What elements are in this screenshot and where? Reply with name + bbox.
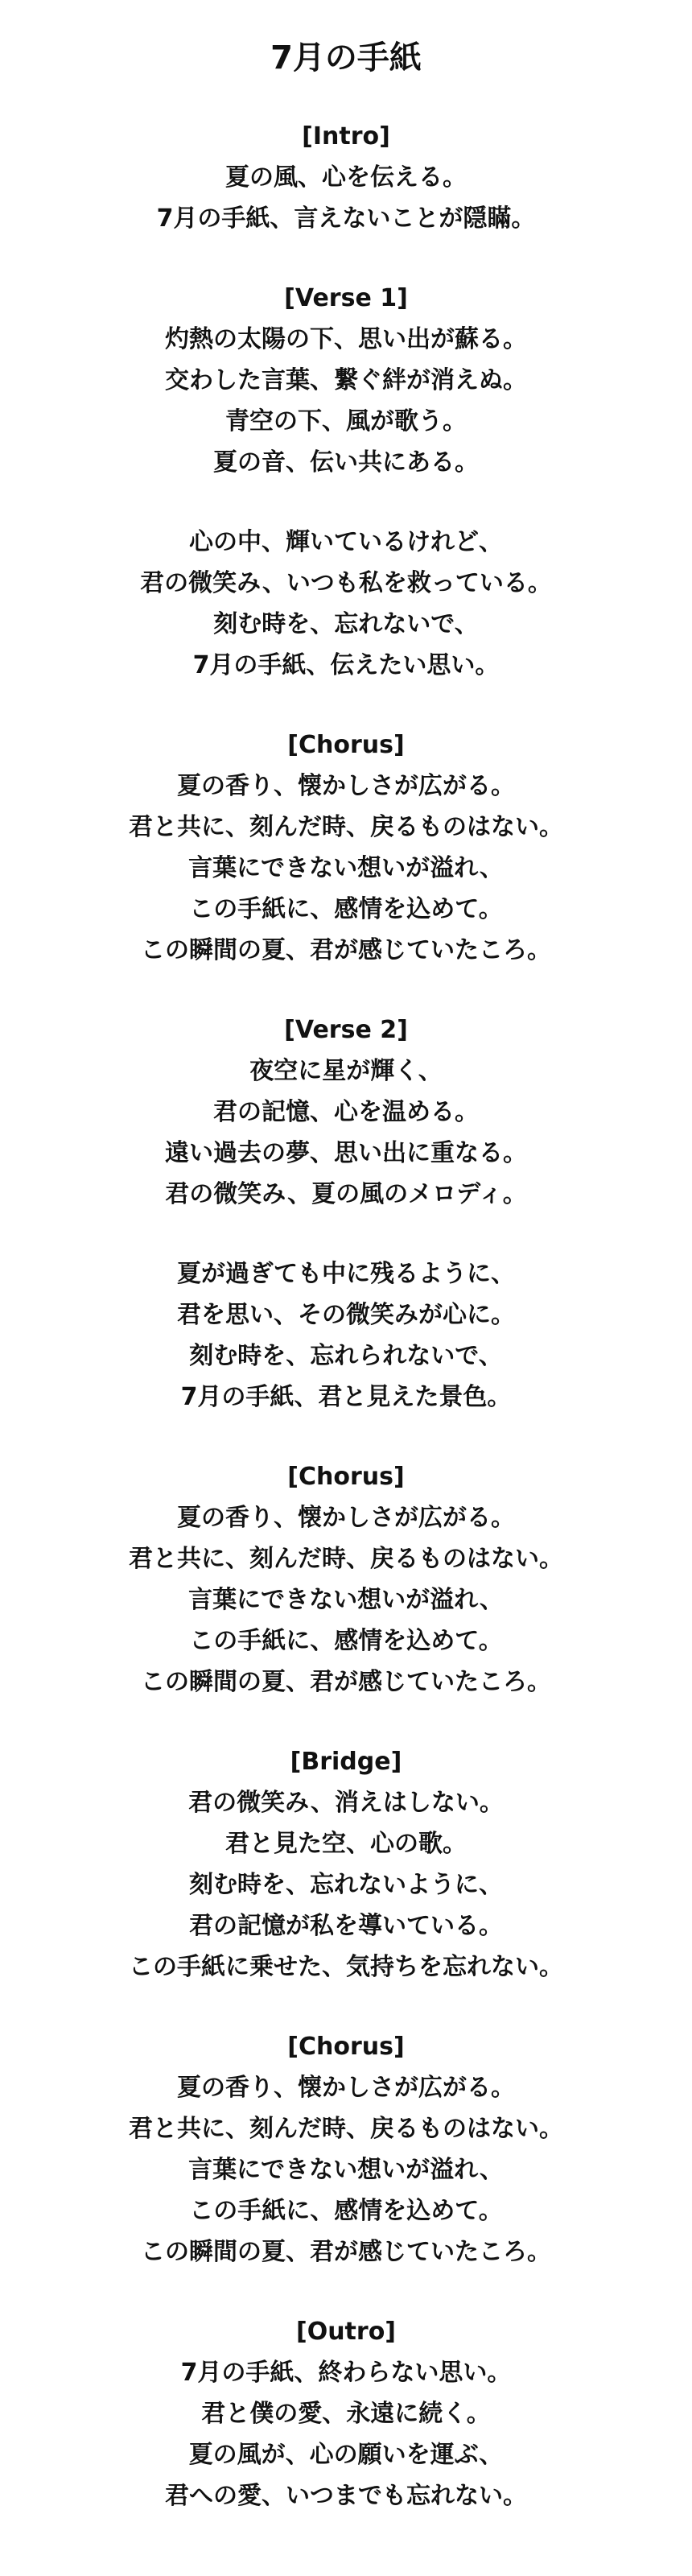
lyric-line: 君の記憶が私を導いている。 (189, 1912, 503, 1940)
lyric-line: 夏が過ぎても中に残るように、 (177, 1260, 515, 1288)
lyric-line: 君を思い、その微笑みが心に。 (177, 1301, 515, 1329)
lyric-line: この瞬間の夏、君が感じていたころ。 (141, 936, 551, 964)
lyric-line: 言葉にできない想いが溢れ、 (188, 2156, 504, 2184)
lyric-line: 夏の香り、懐かしさが広がる。 (177, 772, 515, 800)
lyric-line: 夏の音、伝い共にある。 (213, 448, 479, 477)
lyric-line: 刻む時を、忘れないで、 (213, 610, 479, 638)
lyric-line: 夏の風、心を伝える。 (225, 163, 467, 192)
section-label: [Intro] (302, 122, 390, 151)
section-label: [Verse 2] (284, 1016, 408, 1044)
lyrics-section (0, 1741, 692, 1988)
song-title: 7月の手紙 (270, 39, 422, 76)
lyrics-section (0, 278, 692, 483)
lyric-line: 言葉にできない想いが溢れ、 (188, 1586, 504, 1614)
lyric-line: 心の中、輝いているけれど、 (189, 528, 503, 556)
lyric-line: この瞬間の夏、君が感じていたころ。 (141, 2238, 551, 2266)
lyric-line: 7月の手紙、君と見えた景色。 (180, 1383, 512, 1411)
lyrics-body (0, 116, 692, 2516)
lyric-line: 君への愛、いつまでも忘れない。 (165, 2482, 527, 2510)
lyric-line: この手紙に、感情を込めて。 (189, 895, 503, 923)
lyric-line: 刻む時を、忘れられないで、 (189, 1342, 503, 1370)
lyric-line: 遠い過去の夢、思い出に重なる。 (165, 1139, 527, 1167)
lyric-line: 君の記憶、心を温める。 (213, 1098, 479, 1126)
section-label: [Bridge] (290, 1748, 402, 1776)
lyric-line: 君と共に、刻んだ時、戻るものはない。 (129, 1545, 563, 1573)
section-label: [Outro] (295, 2318, 397, 2346)
lyric-line: 言葉にできない想いが溢れ、 (188, 854, 504, 882)
section-label: [Chorus] (287, 731, 405, 759)
lyric-line: 夜空に星が輝く、 (249, 1057, 443, 1085)
lyric-line: 君と共に、刻んだ時、戻るものはない。 (129, 2115, 563, 2143)
lyric-line: 7月の手紙、言えないことが隠瞞。 (156, 204, 536, 233)
lyrics-section (0, 116, 692, 239)
lyric-line: この手紙に、感情を込めて。 (189, 1627, 503, 1655)
lyric-line: 君の微笑み、いつも私を救っている。 (140, 569, 552, 597)
section-label: [Chorus] (287, 2033, 405, 2061)
lyric-line: 夏の香り、懐かしさが広がる。 (177, 2074, 515, 2102)
section-label: [Chorus] (287, 1463, 405, 1491)
lyric-line: 君と僕の愛、永遠に続く。 (201, 2400, 491, 2428)
lyrics-section (0, 724, 692, 971)
lyric-line: 君と見た空、心の歌。 (225, 1830, 467, 1858)
lyrics-section (0, 1253, 692, 1418)
lyric-line: 7月の手紙、伝えたい思い。 (192, 651, 500, 679)
lyric-line: 君の微笑み、夏の風のメロディ。 (165, 1180, 527, 1208)
lyric-line: 交わした言葉、繋ぐ絆が消えぬ。 (165, 366, 527, 394)
lyrics-section (0, 522, 692, 686)
lyric-line: 刻む時を、忘れないように、 (189, 1871, 503, 1899)
lyric-line: 青空の下、風が歌う。 (225, 407, 467, 436)
lyrics-section (0, 1456, 692, 1703)
lyric-line: 灼熱の太陽の下、思い出が蘇る。 (165, 325, 527, 353)
lyric-line: 君と共に、刻んだ時、戻るものはない。 (129, 813, 563, 841)
lyrics-section (0, 1009, 692, 1215)
lyrics-section (0, 2026, 692, 2273)
lyric-line: 君の微笑み、消えはしない。 (188, 1789, 504, 1817)
lyric-line: 7月の手紙、終わらない思い。 (180, 2359, 512, 2387)
lyric-line: 夏の香り、懐かしさが広がる。 (177, 1504, 515, 1532)
lyric-line: この瞬間の夏、君が感じていたころ。 (141, 1668, 551, 1696)
lyric-line: この手紙に、感情を込めて。 (189, 2197, 503, 2225)
lyric-line: この手紙に乗せた、気持ちを忘れない。 (129, 1953, 563, 1981)
section-label: [Verse 1] (284, 284, 408, 312)
lyric-line: 夏の風が、心の願いを運ぶ、 (188, 2441, 504, 2469)
lyrics-section (0, 2311, 692, 2516)
